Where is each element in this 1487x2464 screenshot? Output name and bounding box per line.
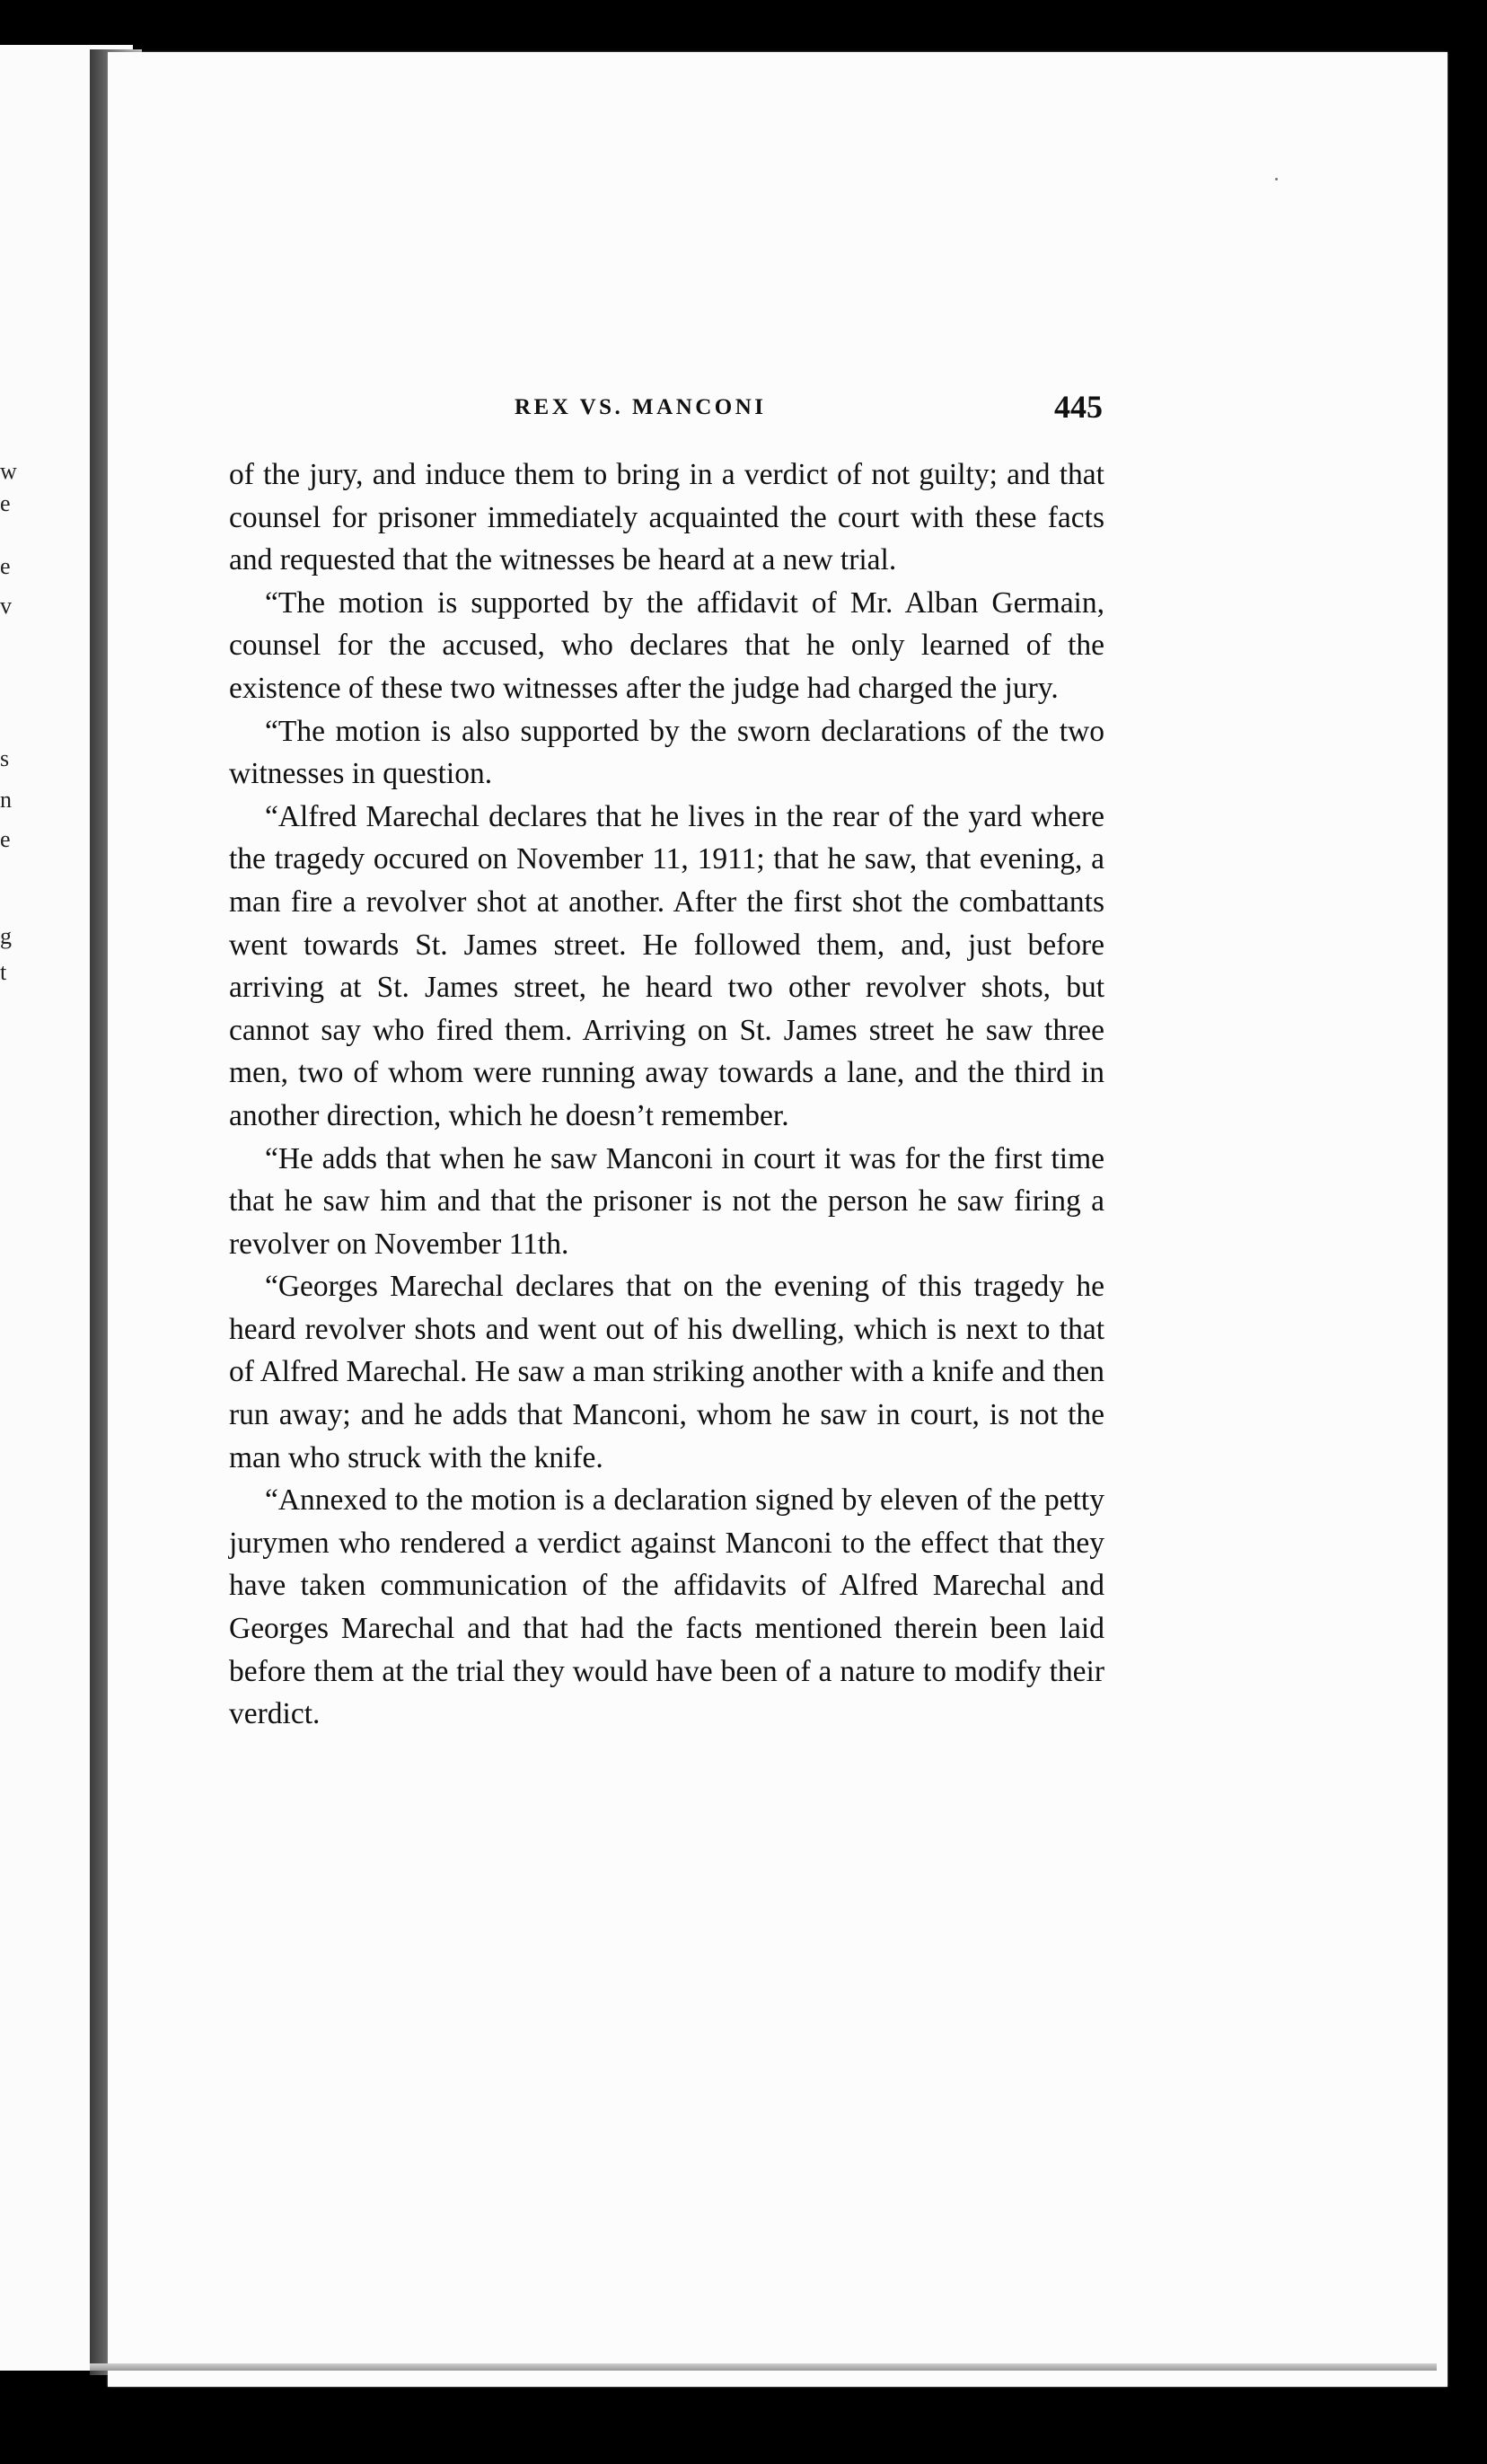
left-page-fragment: n — [0, 787, 12, 813]
running-head-title: REX VS. MANCONI — [515, 395, 767, 419]
paragraph: “The motion is also supported by the sworn declarations of the two witnesses in question. — [229, 714, 1104, 791]
body-text — [229, 453, 1104, 1736]
left-page-fragment: v — [0, 593, 12, 619]
left-page-fragment: s — [0, 745, 10, 771]
paragraph: of the jury, and induce them to bring in a verdict of not guilty; and that counsel for prisoner immediately acquainted the court with these facts and requested that the witnesses be heard at a new trial. — [229, 458, 1104, 577]
paragraph: “Georges Marechal declares that on the evening of this tragedy he heard revolver shots and went out of his dwelling, which is next to that of Alfred Marechal. He saw a man striking another with a knife and then run away; and he adds that Manconi, whom he saw in court, is not the man who struck with the knife. — [229, 1270, 1104, 1474]
left-page-fragment: e — [0, 826, 11, 852]
page-bottom-edge — [90, 2363, 1437, 2371]
left-page-fragment: e — [0, 490, 11, 516]
running-head — [133, 388, 1103, 433]
page-number: 445 — [1054, 389, 1103, 425]
paragraph: “The motion is supported by the affidavit of Mr. Alban Germain, counsel for the accused, who declares that he only learned of the existence of these two witnesses after the judge had charged the jury. — [229, 585, 1104, 705]
left-page-fragment: e — [0, 553, 11, 579]
left-page-fragment: g — [0, 923, 12, 949]
paragraph: “He adds that when he saw Manconi in court it was for the first time that he saw him and that the prisoner is not the person he saw firing a revolver on November 11th. — [229, 1141, 1104, 1261]
left-page-fragment: w — [0, 458, 17, 484]
paragraph: “Annexed to the motion is a declaration signed by eleven of the petty jurymen who rendered a verdict against Manconi to the effect that they have taken communication of the affidavits of Alfred Marechal and Georges Marechal and that had the facts mentioned therein been laid before them at the trial they would have been of a nature to modify their verdict. — [229, 1483, 1104, 1731]
paper-speck — [1275, 178, 1278, 180]
left-page-fragment: t — [0, 959, 7, 985]
paragraph: “Alfred Marechal declares that he lives in the rear of the yard where the tragedy occured on November 11, 1911; that he saw, that evening, a man fire a revolver shot at another. After the first shot the combattants went towards St. James street. He followed them, and, just before arriving at St. James street, he heard two other revolver shots, but cannot say who fired them. Arriving on St. James street he saw three men, two of whom were running away towards a lane, and the third in another direction, which he doesn’t remember. — [229, 799, 1104, 1132]
